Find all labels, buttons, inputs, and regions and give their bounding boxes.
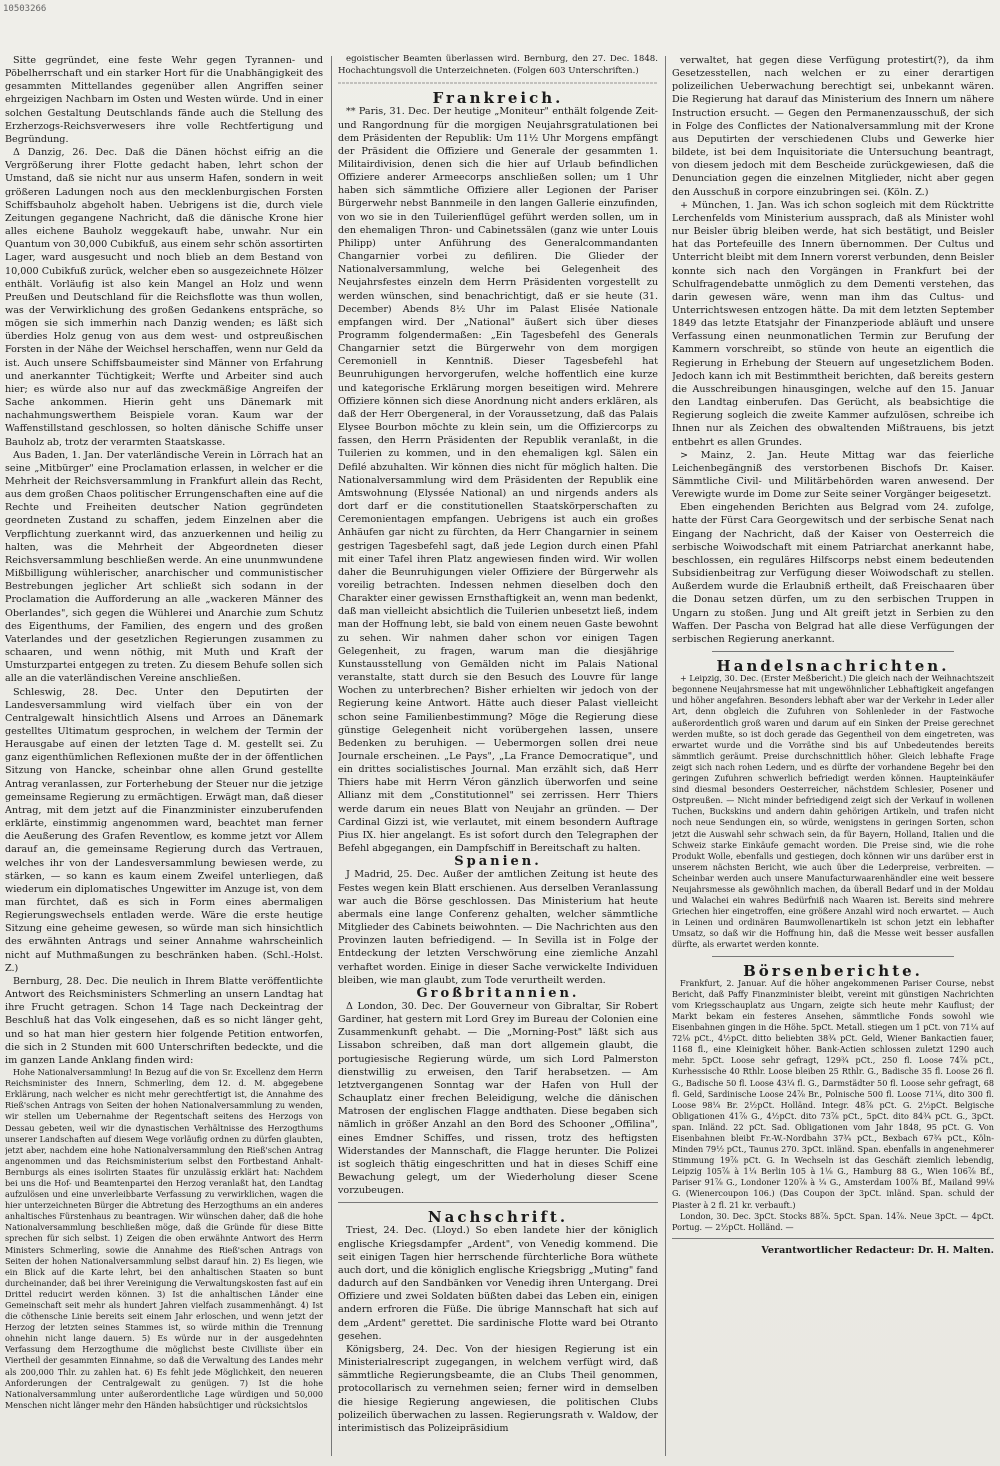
section-heading-stock: Börsenberichte. [743, 961, 923, 980]
divider [712, 651, 954, 652]
divider [672, 1238, 994, 1239]
divider [712, 956, 954, 957]
petition-text: Hohe Nationalversammlung! In Bezug auf die von Sr. Excellenz dem Herrn Reichsminister des Innern, Schmerling, dem 12. d. M. abgegebene Erklärung, nach welcher es nicht mehr gerechtfertigt ist, die Annahme des Rieß'schen Antrags von Seiten der hohen Nationalversammlung zu wenden, wir stellen um Uebernahme der Regentschaft seitens des Herzogs von Dessau gebeten, weil wir die dynastischen Verhältnisse des Herzogthums unserer Landschaften auf diesem Wege vorläufig ordnen zu dürfen glaubten, jetzt aber, nachdem eine hohe Nationalversammlung den Rieß'schen Antrag angenommen und das Reichsministerium selbst den Fortbestand Anhalt-Bernburgs als eines isolirten Staates für unzulässig erklärt hat: Nachdem bei uns die Hof- und Beamtenpartei den Herzog veranlaßt hat, den Landtag aufzulösen und eine unverleibbarte Verfassung zu verwirklichen, wagen die hier unterzeichneten Bürger die Abtretung des Herzogthums an ein anderes anhaltisches Fürstenhaus zu beantragen. Wir wünschen daher, daß die hohe Nationalversammlung beschließen möge, daß die Gründe für diese Bitte sprechen für sich selbst. 1) Zeigen die oben erwähnte Antwort des Herrn Ministers Schmerling, sowie die Annahme des Rieß'schen Antrags von Seiten der hohen Nationalversammlung selbst darauf hin. 2) Es liegen, wie ein Blick auf die Karte lehrt, bei den anhaltischen Staaten so bunt durcheinander, daß bei ihrer Vereinigung die Verwaltungskosten fast auf ein Drittel reducirt werden können. 3) Ist die anhaltischen Länder eine Gemeinschaft seit mehr als hundert Jahren vielfach zusammenhängt. 4) Ist die cöthensche Linie bereits seit einem Jahr erloschen, und wenn jetzt der Herzog der letzten seines Stammes ist, so würde mithin die Trennung ohnehin nicht lange dauern. 5) Es würde nur in der ausgedehnten Verfassung dem Herzogthume die möglichst beste Civilliste über ein Viertheil der gesammten Einnahme, so daß die Verwaltung des Landes mehr als 200,000 Thlr. zu zahlen hat. 6) Es fehlt jede Möglichkeit, den neueren Anforderungen der Centralgewalt zu genügen. 7) Ist die hohe Nationalversammlung unter außerordentliche Lage würdigen und 50,000 Menschen nicht länger mehr den Händen habsüchtiger und rücksichtslos [5, 1067, 323, 1410]
article-frankfurt-stock: Frankfurt, 2. Januar. Auf die höher angekommenen Pariser Course, nebst Bericht, daß Paffy Finanzminister bleibt, vereint mit günstigen Nachrichten vom Kriegsschauplatz aus Ungarn, zeigte sich heute mehr Kauflust; der Markt bekam ein festeres Ansehen, sämmtliche Fonds sowohl wie Eisenbahnen gingen in die Höhe. 5pCt. Metall. stiegen um 1 pCt. von 71¼ auf 72⅛ pCt., 4½pCt. ditto beliebten 38¾ pCt. Geld, Wiener Bankactien fauer, 1168 fl., eine Kleinigkeit höher. Bank-Actien schlossen zuletzt 1290 auch mehr. 5pCt. Loose sehr gefragt, 129¾ pCt., 250 fl. Loose 74⅞ pCt., Kurhessische 40 Rthlr. Loose bleiben 25 Rthlr. G., Badische 35 fl. Loose 26 fl. G., Badische 50 fl. Loose 43¼ fl. G., Darmstädter 50 fl. Loose sehr gefragt, 68 fl. Geld, Sardinische Loose 24⅞ Br., Polnische 500 fl. Loose 71¼, dito 300 fl. Loose 98¼ Br. 2½pCt. Holländ. Integr. 48⅞ pCt. G. 2½pCt. Belgische Obligationen 41⅞ G., 4½pCt. dito 73⅞ pCt., 5pCt. dito 84¾ pCt. G., 3pCt. span. Inländ. 22 pCt. Sad. Obligationen vom Jahr 1848, 95 pCt. G. Von Eisenbahnen bleibt Fr.-W.-Nordbahn 37¾ pCt., Bexbach 67¾ pCt., Köln-Minden 79½ pCt., Taunus 270. 3pCt. inländ. Span. ebenfalls in angenehmerer Stimmung 19⅞ pCt. G. In Wechseln ist das Geschäft ziemlich lebendig, Leipzig 105⅞ à 1¼ Berlin 105 à 1⅛ G., Hamburg 88 G., Wien 106⅞ Bf., Pariser 91⅞ G., Londoner 120⅞ à ¼ G., Amsterdam 100⅞ Bf., Mailand 99⅛ G. (Wienercoupon 106.) (Das Coupon der 3pCt. inländ. Span. schuld der Piaster à 2 fl. 21 kr. verbauft.) [672, 977, 994, 1210]
column-1 [5, 54, 323, 1454]
scan-id: 10503266 [3, 4, 47, 14]
petition-closing: egoistischer Beamten überlassen wird. Bernburg, den 27. Dec. 1848. Hochachtungsvoll die Unterzeichneten. (Folgen 603 Unterschriften.) [338, 54, 658, 76]
article-bernburg: Bernburg, 28. Dec. Die neulich in Ihrem Blatte veröffentlichte Antwort des Reichsministers Schmerling an unsern Landtag hat ihre Frucht getragen. Schon 14 Tage nach Deckeintrag der Beschluß hat das Volk eingesehen, daß es so nicht länger geht, und so hat man hier gestern hier folgende Petition entworfen, die sich in 2 Stunden mit 600 Unterschriften bedeckte, und die im ganzen Lande Anklang finden wird: [5, 975, 323, 1066]
article-leipzig: + Leipzig, 30. Dec. (Erster Meßbericht.) Die gleich nach der Weihnachtszeit begonnene Neujahrsmesse hat mit ungewöhnlicher Lebhaftigkeit angefangen und höher angefahren. Besonders lebhaft aber war der Verkehr in Leder aller Art, denn obgleich die Zufuhren von Sohlenleder in der Fastwoche außerordentlich groß waren und darum auf ein Sinken der Preise gerechnet werden mußte, so ist doch gerade das Gegentheil von dem eingetreten, was erwartet wurde und die Vorräthe sind bis auf Unbedeutendes bereits sämmtlich geräumt. Preise durchschnittlich höher. Gleich lebhafte Frage zeigt sich nach rohen Ledern, und es dürfte der vorhandene Begehr bei den geringen Zufuhren schwerlich befriedigt werden können. Haupteinkäufer sind diesmal besonders Oesterreicher, nächstdem Schlesier, Posener und Ostpreußen. — Nicht minder befriedigend zeigt sich der Verkauf in wollenen Tuchen, Buckskins und andern dahin gehörigen Artikeln, und trafen nicht noch neue Sendungen ein, so würde, wenigstens in geringen Sorten, schon jetzt die Auswahl sehr schwach sein, da für Bayern, Holland, Italien und die Schweiz starke Einkäufe gemacht worden. Die Preise sind, wie die rohe Produkt Wolle, ebenfalls und gestiegen, doch können wir uns darüber erst in unserem nächsten Bericht, wie auch über die Lederpreise, verbreiten. — Scheinbar werden auch unsere Manufacturwaarenhändler eine weit bessere Neujahrsmesse als gewöhnlich machen, da überall Bedarf und in der Moldau und Walachei ein wahres Bedürfniß nach Waaren ist. Bereits sind mehrere Griechen hier eingetroffen, eine größere Anzahl wird noch erwartet. — Auch in Leinen und ordinären Baumwollenartikeln ist schon jetzt ein lebhafter Umsatz, so daß wir die Hoffnung hin, daß die Messe weit besser ausfallen dürfte, als erwartet werden konnte. [672, 673, 994, 950]
article-belgrad: Eben eingehenden Berichten aus Belgrad vom 24. zufolge, hatte der Fürst Cara Georgewitsch und der serbische Senat nach Eingang der Nachricht, daß der Kaiser von Oesterreich die serbische Woiwodschaft mit einem Patriarchat anerkannt habe, beschlossen, ein reguläres Hilfscorps nebst einem bedeutenden Subsidienbeitrag zur Verfügung dieser Woiwodschaft zu stellen. Außerdem wurde die Erlaubniß ertheilt, daß Freischaaren über die Donau setzen dürfen, um zu den serbischen Truppen in Ungarn zu stoßen. Jung und Alt greift jetzt in Serbien zu den Waffen. Der Pascha von Belgrad hat alle diese Verfügungen der serbischen Regierung anerkannt. [672, 502, 994, 645]
bleed-through-header [300, 2, 900, 16]
article-baden: Aus Baden, 1. Jan. Der vaterländische Verein in Lörrach hat an seine „Mitbürger" eine Proclamation erlassen, in welcher er die Mehrheit der Reichsversammlung in Frankfurt allein das Recht, aus dem großen Chaos politischer Errungenschaften eine auf die Rechte und Freiheiten deutscher Nation gegründeten geordneten Zustand zu schaffen, jedem Einzelnen aber die Verpflichtung zuerkannt wird, das anzuerkennen und heilig zu halten, was die Mehrheit der Abgeordneten dieser Reichsversammlung beschließen werde. An eine ununmwundene Mißbilligung wühlerischer, anarchischer und communistischer Bestrebungen jeglicher Art schließt sich sodann in der Proclamation die Aufforderung an alle „wackeren Männer des Oberlandes", sich gegen die Wühlerei und Anarchie zum Schutz des Eigenthums, der Familien, des engern und des großen Vaterlandes und der gesetzlichen Regierungen zusammen zu schaaren, und wenn nöthig, mit Muth und Kraft der Umsturzpartei entgegen zu treten. Zu diesem Behufe sollen sich alle an die vaterländischen Vereine anschließen. [5, 449, 323, 685]
column-2 [338, 54, 658, 1454]
column-rule-1 [331, 56, 332, 1456]
section-heading-spain: Spanien. [454, 854, 542, 870]
article-triest: Triest, 24. Dec. (Lloyd.) So eben landete hier der königlich englische Kriegsdampfer „Ardent", von Venedig kommend. Die seit einigen Tagen hier herrschende fürchterliche Bora wüthete auch dort, und die königlich englische Kriegsbrigg „Muting" fand dadurch auf den Sandbänken vor Venedig ihren Untergang. Drei Offiziere und zwei Soldaten büßten dabei das Leben ein, einigen andern erfroren die Füße. Die übrige Mannschaft hat sich auf dem „Ardent" gerettet. Die sardinische Flotte ward bei Otranto gesehen. [338, 1225, 658, 1342]
article-paragraph: Sitte gegründet, eine feste Wehr gegen Tyrannen- und Pöbelherrschaft und ein starker Hort für die Unabhängigkeit des gesammten Mittellandes gegenüber allen Angriffen seiner ehrgeizigen Nachbarn im Osten und Westen würde. Und in einer solchen Gestaltung Deutschlands fände auch die Stellung des Erzherzogs-Reichsverwesers ihre volle Rechtfertigung und Begründung. [5, 55, 323, 145]
article-london: Δ London, 30. Dec. Der Gouverneur von Gibraltar, Sir Robert Gardiner, hat gestern mit Lord Grey im Bureau der Colonien eine Zusammenkunft gehabt. — Die „Morning-Post" läßt sich aus Lissabon schreiben, daß man dort allgemein glaubt, die portugiesische Regierung würde, um sich Lord Palmerston dienstwillig zu erweisen, den Tarif herabsetzen. — Am letztvergangenen Sonntag war der Hafen von Hull der Schauplatz einer frechen Beleidigung, welche die dänischen Matrosen der englischen Flagge andthaten. Diese begaben sich nämlich in größer Anzahl an den Bord des Schooner „Offilina", eines Emdner Schiffes, und rissen, trotz des heftigsten Widerstandes der Mannschaft, die Flagge herunter. Die Polizei ist sogleich thätig eingeschritten und hat in dieses Schiff eine Bewachung gelegt, um der Wiederholung dieser Scene vorzubeugen. [338, 1000, 658, 1197]
article-koenigsberg-cont: verwaltet, hat gegen diese Verfügung protestirt(?), da ihm Gesetzesstellen, nach welchen er zu einer derartigen polizeilichen Ueberwachung berechtigt sei, unbekannt wären. Die Regierung hat darauf das Ministerium des Innern um nähere Instruction ersucht. — Gegen den Permanenzausschuß, der sich in Folge des Conflictes der Nationalversammlung mit der Krone aus Deputirten der verschiedenen Clubs und Gewerke hier bildete, ist bei dem Inquisitoriate die Untersuchung beantragt, von diesem jedoch mit dem Bescheide zurückgewiesen, daß die Denunciation gegen die einzelnen Mitglieder, nicht aber gegen den Ausschuß in corpore einzubringen sei. (Köln. Z.) [672, 55, 994, 198]
divider [338, 1202, 658, 1203]
article-muenchen: + München, 1. Jan. Was ich schon sogleich mit dem Rücktritte Lerchenfelds vom Ministerium aussprach, daß als Minister wohl nur Beisler übrig bleiben werde, hat sich bestätigt, und Beisler hat das Portefeuille des Innern übernommen. Der Cultus und Unterricht bleibt mit dem Innern vorerst verbunden, denn Beisler konnte sich nach den Vorgängen in Frankfurt bei der Schulfragendebatte unmöglich zu dem Dementi verstehen, das darin gewesen wäre, wenn man ihm das Cultus- und Unterrichtswesen entzogen hätte. Da mit dem letzten September 1849 das letzte Etatsjahr der Finanzperiode abläuft und unsere Verfassung einen neunmonatlichen Termin zur Berufung der Kammern vorschreibt, so stünde von heute an eigentlich die Regierung in Erhebung der Steuern auf ungesetzlichem Boden. Jedoch kann ich mit Bestimmtheit berichten, daß bereits gestern die Ausschreibungen hinausgingen, welche auf den 15. Januar den Landtag einberufen. Das Gerücht, als beabsichtige die Regierung sogleich die zweite Kammer aufzulösen, schreibe ich Ihnen nur als Zeichen des obwaltenden Mißtrauens, bis jetzt entbehrt es allen Grundes. [672, 199, 994, 448]
section-heading-france: Frankreich. [432, 89, 564, 108]
section-rule [338, 82, 658, 84]
section-heading-postscript: Nachschrift. [427, 1208, 569, 1227]
column-rule-2 [665, 56, 666, 1456]
article-mainz: > Mainz, 2. Jan. Heute Mittag war das feierliche Leichenbegängniß des verstorbenen Bischofs Dr. Kaiser. Sämmtliche Civil- und Militärbehörden waren anwesend. Der Verewigte wurde im Dome zur Seite seiner Vorgänger beigesetzt. [672, 449, 994, 501]
article-schleswig: Schleswig, 28. Dec. Unter den Deputirten der Landesversammlung wird vielfach über ein von der Centralgewalt hinsichtlich Alsens und Arroes an Dänemark gestelltes Ultimatum gesprochen, in welchem der Termin der Herausgabe auf einen der letzten Tage d. M. gestellt sei. Zu ganz eigenthümlichen Reflexionen mußte der in der öffentlichen Sitzung von Hancke, scheinbar ohne allen Grund gestellte Antrag veranlassen, zur Forterhebung der Steuer nur die jetzige gemeinsame Regierung zu ermächtigen. Erwägt man, daß dieser Antrag, mit dem jetzt auf die Finanzminister einzuberufenden erklärte, einstimmig angenommen ward, beachtet man ferner die Aeußerung des Grafen Reventlow, es komme jetzt vor Allem darauf an, die gemeinsame Regierung durch das Vertrauen, welches ihr von der Landesversammlung bewiesen werde, zu stärken, — so kann es kaum einem Zweifel unterliegen, daß wiederum ein diplomatisches Ungewitter im Anzuge ist, von dem man fürchtet, daß es sich in Form eines abermaligen Regierungswechsels entladen werde. Wäre die erste heutige Sitzung eine geheime gewesen, so würde man sich hinsichtlich des erwähnten Antrags und seiner Annahme wahrscheinlich nicht auf Muthmaßungen zu beschränken haben. (Schl.-Holst. Z.) [5, 686, 323, 974]
section-heading-britain: Großbritannien. [416, 985, 580, 1001]
article-paris: ** Paris, 31. Dec. Der heutige „Moniteur" enthält folgende Zeit- und Rangordnung für die morgigen Neujahrsgratulationen bei dem Präsidenten der Republik: Um 11½ Uhr Morgens empfängt der Präsident die Offiziere und Generale der gesammten 1. Militairdivision, denen sich die hier auf Urlaub befindlichen Offiziere anderer Armeecorps anschließen sollen; um 1 Uhr haben sich sämmtliche Offiziere aller Legionen der Pariser Bürgerwehr nebst Bannmeile in den langen Gallerie einzufinden, von wo sie in den Tuilerienflügel geführt werden sollen, um in den ehemaligen Thron- und Cabinetssälen (ganz wie unter Louis Philipp) unter Anführung des Generalcommandanten Changarnier vorbei zu defiliren. Die Glieder der Nationalversammlung, welche bei Gelegenheit des Neujahrsfestes einzeln dem Herrn Präsidenten vorgestellt zu werden wünschen, sind benachrichtigt, daß er sie heute (31. December) Abends 8½ Uhr im Palast Elisée Nationale empfangen wird. Der „National" äußert sich über dieses Programm folgendermaßen: „Ein Tagesbefehl des Generals Changarnier setzt die Bürgerwehr von dem morgigen Ceremoniell in Kenntniß. Dieser Tagesbefehl hat Beunruhigungen hervorgerufen, welche hoffentlich eine kurze und kategorische Erklärung morgen beseitigen wird. Mehrere Offiziere können sich diese Anordnung nicht anders erklären, als daß der Herr Obergeneral, in der Voraussetzung, daß das Palais Elysee Bourbon möchte zu klein sein, um die Offiziercorps zu fassen, den Herrn Präsidenten der Republik veranlaßt, in die Tuilerien zu kommen, und in den ehemaligen kgl. Sälen ein Defilé abzuhalten. Wir können dies nicht für möglich halten. Die Nationalversammlung wird dem Präsidenten der Republik eine Amtswohnung (Elyssée National) an und nirgends anders als dort darf er die constitutionellen Staatskörperschaften zu Ceremonientagen empfangen. Uebrigens ist auch ein großes Anhäufen gar nicht zu fürchten, da Herr Changarnier in seinem gestrigen Tagesbefehl sagt, daß jede Legion durch einen Pfahl mit einer Tafel ihren Platz angewiesen finden wird. Wir wollen daher die Beunruhigungen vieler Offiziere der Bürgerwehr als voreilig betrachten. Indessen nehmen dieselben doch den Charakter einer gewissen Ernsthaftigkeit an, wenn man bedenkt, daß man vielleicht absichtlich die Tuilerien unbesetzt ließ, indem man der Hoffnung lebt, sie bald von einem neuen Gaste bewohnt zu sehen. Wir nahmen daher schon vor einigen Tagen Gelegenheit, zu fragen, warum man die diesjährige Kunstausstellung von Gemälden nicht im Palais National veranstalte, statt durch sie den Besuch des Louvre für lange Wochen zu unterbrechen? Bisher erhielten wir jedoch von der Regierung keine Antwort. Hätte auch dieser Palast vielleicht schon seine Familienbestimmung? Möge die Regierung diese günstige Gelegenheit nicht vorübergehen lassen, unsere Bedenken zu beruhigen. — Uebermorgen sollen drei neue Journale erscheinen. „Le Pays", „La France Democratique", und ein drittes socialistisches Journal. Man erzählt sich, daß Herr Thiers habe mit Herrn Véron gänzlich überworfen und seine Allianz mit dem „Constitutionnel" sei zerrissen. Herr Thiers werde darum ein neues Blatt von Neujahr an gründen. — Der Cardinal Gizzi ist, wie verlautet, mit einem besondern Auftrage Pius IX. hier angelangt. Es ist sofort durch den Telegraphen der Befehl abgegangen, ein Dampfschiff in Bereitschaft zu halten. [338, 106, 658, 855]
article-london-stock: London, 30. Dec. 3pCt. Stocks 88⅞. 5pCt. Span. 14⅞. Neue 3pCt. — 4pCt. Portug. — 2½pCt. Holländ. — [672, 1210, 994, 1232]
section-heading-trade: Handelsnachrichten. [716, 657, 950, 676]
editor-line: Verantwortlicher Redacteur: Dr. H. Malten. [761, 1244, 994, 1256]
article-koenigsberg: Königsberg, 24. Dec. Von der hiesigen Regierung ist ein Ministerialrescript zugegangen, in welchem verfügt wird, daß sämmtliche Regierungsbeamte, die an Clubs Theil genommen, protocollarisch zu vernehmen seien; ferner wird in demselben die hiesige Regierung angewiesen, die politischen Clubs polizeilich überwachen zu lassen. Regierungsrath v. Waldow, der interimistisch das Polizeipräsidium [338, 1343, 658, 1434]
column-3 [672, 54, 994, 1454]
article-danzig: Δ Danzig, 26. Dec. Daß die Dänen höchst eifrig an die Vergrößerung ihrer Flotte gedacht haben, lehrt schon der Umstand, daß sie nicht nur aus unserm Hafen, sondern in weit größeren Ladungen noch aus den mecklenburgischen Forsten Schiffsbauholz abgeholt haben. Uebrigens ist die, durch viele Zeitungen gegangene Nachricht, daß die dänische Krone hier alles eichene Bauholz weggekauft habe, unwahr. Nur ein Quantum von 30,000 Cubikfuß, aus einem sehr schön assortirten Lager, ward ausgesucht und noch blieb an dem Bestand von 10,000 Cubikfuß zurück, welcher eben so ausgezeichnete Hölzer enthält. Vorläufig ist also kein Mangel an Holz und wenn Preußen und Deutschland für die Reichsflotte was thun wollen, was der Verwirklichung des großen Gedankens entspräche, so mögen sie sich immerhin nach Danzig wenden; es läßt sich überdies Holz genug von aus dem west- und ostpreußischen Forsten in der Nähe der Weichsel herschaffen, wenn nur Geld da ist. Auch unsere Schiffsbaumeister sind Männer von Erfahrung und anerkannter Tüchtigkeit; Werfte und Arbeiter sind auch hier; es würde also nur auf das zweckmäßige Angreifen der Sache ankommen. Hierin geht uns Dänemark mit nachahmungswerthem Beispiele voran. Kaum war der Waffenstillstand geschlossen, so holten dänische Schiffe unser Bauholz ab, trotz der verarmten Staatskasse. [5, 147, 323, 448]
article-madrid: J Madrid, 25. Dec. Außer der amtlichen Zeitung ist heute des Festes wegen kein Blatt erschienen. Aus derselben Veranlassung war auch die Börse geschlossen. Das Ministerium hat heute abermals eine lange Conferenz gehalten, welcher sämmtliche Mitglieder des Cabinets beiwohnten. — Die Nachrichten aus den Provinzen lauten befriedigend. — In Sevilla ist in Folge der Entdeckung der letzten Verschwörung eine ziemliche Anzahl verhaftet worden. Einige in dieser Sache verwickelte Individuen bleiben, wie man glaubt, zum Tode verurtheilt werden. [338, 869, 658, 986]
